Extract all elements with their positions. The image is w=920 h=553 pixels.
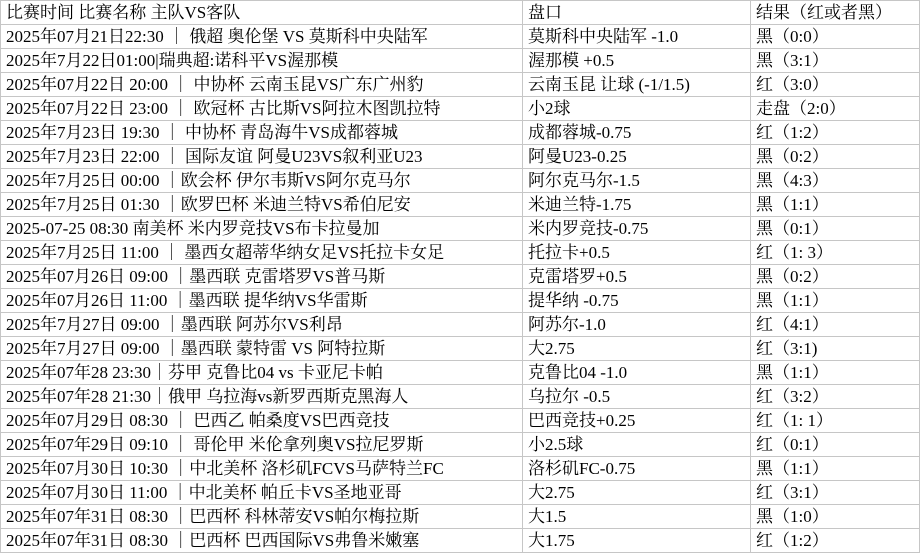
handicap-cell[interactable]: 克雷塔罗+0.5: [523, 265, 751, 289]
match-info-cell[interactable]: 2025年07月22日 23:00 ｜ 欧冠杯 古比斯VS阿拉木图凯拉特: [1, 97, 523, 121]
handicap-cell[interactable]: 提华纳 -0.75: [523, 289, 751, 313]
match-info-cell[interactable]: 2025年7月27日 09:00 ｜墨西联 蒙特雷 VS 阿特拉斯: [1, 337, 523, 361]
result-cell[interactable]: 黑（0:2）: [751, 265, 920, 289]
result-cell[interactable]: 黑（4:3）: [751, 169, 920, 193]
handicap-cell[interactable]: 洛杉矶FC-0.75: [523, 457, 751, 481]
result-cell[interactable]: 黑（1:1）: [751, 289, 920, 313]
result-cell[interactable]: 黑（0:0）: [751, 25, 920, 49]
col-header-result[interactable]: 结果（红或者黑）: [751, 1, 920, 25]
result-cell[interactable]: 红（3:1）: [751, 481, 920, 505]
match-info-cell[interactable]: 2025年07月21日22:30 ｜ 俄超 奥伦堡 VS 莫斯科中央陆军: [1, 25, 523, 49]
handicap-cell[interactable]: 渥那模 +0.5: [523, 49, 751, 73]
handicap-cell[interactable]: 阿苏尔-1.0: [523, 313, 751, 337]
match-info-cell[interactable]: 2025年07月22日 20:00 ｜ 中协杯 云南玉昆VS广东广州豹: [1, 73, 523, 97]
result-cell[interactable]: 红（1: 1）: [751, 409, 920, 433]
result-cell[interactable]: 红（1: 3）: [751, 241, 920, 265]
result-cell[interactable]: 红（4:1）: [751, 313, 920, 337]
result-cell[interactable]: 黑（1:1）: [751, 361, 920, 385]
match-info-cell[interactable]: 2025年07月26日 11:00 ｜墨西联 提华纳VS华雷斯: [1, 289, 523, 313]
handicap-cell[interactable]: 大1.5: [523, 505, 751, 529]
result-cell[interactable]: 红（1:2）: [751, 121, 920, 145]
result-cell[interactable]: 红（3:1): [751, 337, 920, 361]
handicap-cell[interactable]: 乌拉尔 -0.5: [523, 385, 751, 409]
col-header-handicap[interactable]: 盘口: [523, 1, 751, 25]
match-info-cell[interactable]: 2025年7月25日 00:00 ｜欧会杯 伊尔韦斯VS阿尔克马尔: [1, 169, 523, 193]
col-header-match-info[interactable]: 比赛时间 比赛名称 主队VS客队: [1, 1, 523, 25]
handicap-cell[interactable]: 大1.75: [523, 529, 751, 553]
match-info-cell[interactable]: 2025年7月22日01:00|瑞典超:诺科平VS渥那模: [1, 49, 523, 73]
handicap-cell[interactable]: 托拉卡+0.5: [523, 241, 751, 265]
handicap-cell[interactable]: 阿曼U23-0.25: [523, 145, 751, 169]
match-info-cell[interactable]: 2025年07月30日 11:00 ｜中北美杯 帕丘卡VS圣地亚哥: [1, 481, 523, 505]
handicap-cell[interactable]: 阿尔克马尔-1.5: [523, 169, 751, 193]
match-info-cell[interactable]: 2025年07月26日 09:00 ｜墨西联 克雷塔罗VS普马斯: [1, 265, 523, 289]
result-cell[interactable]: 红（3:0）: [751, 73, 920, 97]
match-info-cell[interactable]: 2025年7月23日 19:30 ｜ 中协杯 青岛海牛VS成都蓉城: [1, 121, 523, 145]
match-info-cell[interactable]: 2025年7月23日 22:00 ｜ 国际友谊 阿曼U23VS叙利亚U23: [1, 145, 523, 169]
handicap-cell[interactable]: 成都蓉城-0.75: [523, 121, 751, 145]
match-info-cell[interactable]: 2025年7月25日 11:00 ｜ 墨西女超蒂华纳女足VS托拉卡女足: [1, 241, 523, 265]
result-cell[interactable]: 黑（1:1）: [751, 193, 920, 217]
match-info-cell[interactable]: 2025年07年31日 08:30 ｜巴西杯 科林蒂安VS帕尔梅拉斯: [1, 505, 523, 529]
match-info-cell[interactable]: 2025年07年28 21:30｜俄甲 乌拉海vs新罗西斯克黑海人: [1, 385, 523, 409]
match-info-cell[interactable]: 2025年07月29日 08:30 ｜ 巴西乙 帕桑度VS巴西竞技: [1, 409, 523, 433]
match-info-cell[interactable]: 2025-07-25 08:30 南美杯 米内罗竞技VS布卡拉曼加: [1, 217, 523, 241]
result-cell[interactable]: 红（0:1）: [751, 433, 920, 457]
result-cell[interactable]: 黑（0:1）: [751, 217, 920, 241]
handicap-cell[interactable]: 云南玉昆 让球 (-1/1.5): [523, 73, 751, 97]
handicap-cell[interactable]: 小2球: [523, 97, 751, 121]
result-cell[interactable]: 黑（1:1）: [751, 457, 920, 481]
handicap-cell[interactable]: 大2.75: [523, 337, 751, 361]
match-info-cell[interactable]: 2025年07年28 23:30｜芬甲 克鲁比04 vs 卡亚尼卡帕: [1, 361, 523, 385]
match-info-cell[interactable]: 2025年07年29日 09:10 ｜ 哥伦甲 米伦拿列奥VS拉尼罗斯: [1, 433, 523, 457]
handicap-cell[interactable]: 小2.5球: [523, 433, 751, 457]
result-cell[interactable]: 黑（3:1）: [751, 49, 920, 73]
handicap-cell[interactable]: 克鲁比04 -1.0: [523, 361, 751, 385]
handicap-cell[interactable]: 米迪兰特-1.75: [523, 193, 751, 217]
handicap-cell[interactable]: 莫斯科中央陆军 -1.0: [523, 25, 751, 49]
handicap-cell[interactable]: 巴西竞技+0.25: [523, 409, 751, 433]
result-cell[interactable]: 红（1:2）: [751, 529, 920, 553]
result-cell[interactable]: 走盘（2:0）: [751, 97, 920, 121]
result-cell[interactable]: 红（3:2）: [751, 385, 920, 409]
match-info-cell[interactable]: 2025年7月25日 01:30 ｜欧罗巴杯 米迪兰特VS希伯尼安: [1, 193, 523, 217]
match-info-cell[interactable]: 2025年07年31日 08:30 ｜巴西杯 巴西国际VS弗鲁米嫩塞: [1, 529, 523, 553]
handicap-cell[interactable]: 米内罗竞技-0.75: [523, 217, 751, 241]
match-info-cell[interactable]: 2025年7月27日 09:00 ｜墨西联 阿苏尔VS利昂: [1, 313, 523, 337]
match-info-cell[interactable]: 2025年07月30日 10:30 ｜中北美杯 洛杉矶FCVS马萨特兰FC: [1, 457, 523, 481]
handicap-cell[interactable]: 大2.75: [523, 481, 751, 505]
result-cell[interactable]: 黑（1:0）: [751, 505, 920, 529]
result-cell[interactable]: 黑（0:2）: [751, 145, 920, 169]
